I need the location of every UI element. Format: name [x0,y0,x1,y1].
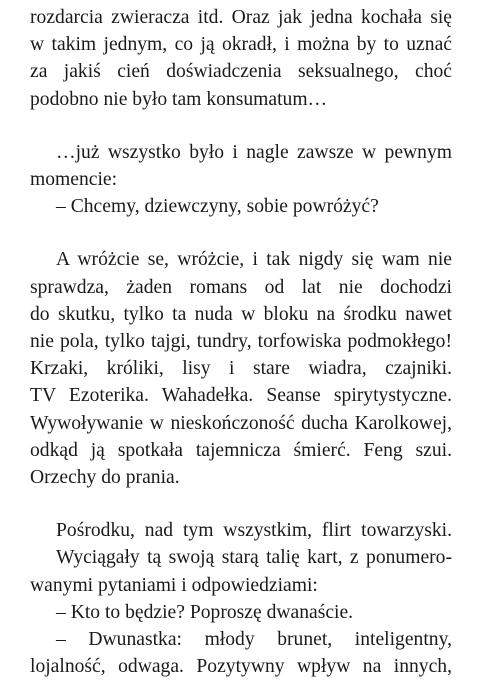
text-line: Wyciągały tą swoją starą talię kart, z ponumero- [56,547,452,569]
text-line: lojalność, odwaga. Pozytywny wpływ na innych, [30,656,452,678]
text-line: w takim jednym, co ją okradł, i można by to uznać [30,34,452,56]
text-line: Pośrodku, nad tym wszystkim, flirt towarzyski. [56,520,452,542]
text-line: rozdarcia zwieracza itd. Oraz jak jedna kochała się [30,7,452,28]
text-line: do skutku, tylko ta nuda w bloku na środku nawet [30,303,452,325]
text-line: Krzaki, króliki, lisy i stare wiadra, czajniki. [30,358,452,380]
text-line: sprawdza, żaden romans od lat nie dochodzi [30,276,452,298]
text-line: Orzechy do prania. [30,467,180,488]
text-line: Wywoływanie w nieskończoność ducha Karolkowej, [30,412,452,434]
text-line: …już wszystko było i nagle zawsze w pewnym [56,141,452,163]
dialogue-line: – Kto to będzie? Poproszę dwanaście. [56,601,354,623]
text-line: odkąd ją spotkała tajemnicza śmierć. Feng szui. [30,439,452,461]
text-line: nie pola, tylko tajgi, tundry, torfowiska podmokłego! [30,331,452,352]
text-line: podobno nie było tam konsumatum… [30,88,328,110]
text-line: momencie: [30,169,118,190]
text-line: za jakiś cień doświadczenia seksualnego, choć [30,61,452,83]
text-line: A wróżcie se, wróżcie, i tak nigdy się wam nie [56,249,452,271]
dialogue-line: – Chcemy, dziewczyny, sobie powróżyć? [56,196,379,218]
text-line: TV Ezoterika. Wahadełka. Seanse spirytystyczne. [30,385,452,407]
dialogue-line: – Dwunastka: młody brunet, inteligentny, [56,629,452,650]
text-line: wanymi pytaniami i odpowiedziami: [30,574,318,596]
